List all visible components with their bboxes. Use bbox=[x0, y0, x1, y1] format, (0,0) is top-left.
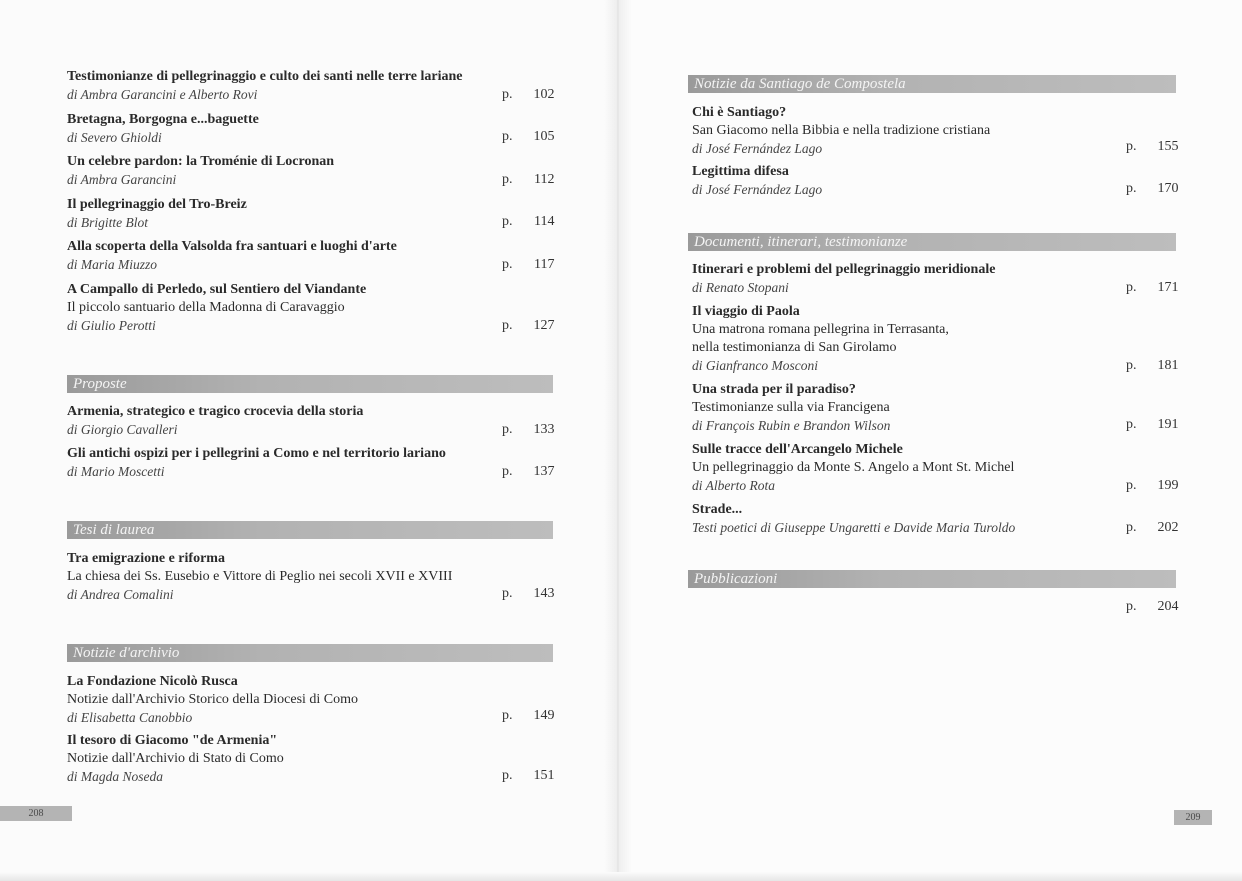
entry-title: Alla scoperta della Valsolda fra santuari e luoghi d'arte bbox=[67, 239, 397, 254]
entry-author: Testi poetici di Giuseppe Ungaretti e Davide Maria Turoldo bbox=[692, 520, 1016, 535]
page-reference bbox=[1126, 138, 1179, 156]
entry-title: La Fondazione Nicolò Rusca bbox=[67, 674, 238, 689]
entry-author: di Alberto Rota bbox=[692, 478, 775, 493]
entry-title: Il tesoro di Giacomo "de Armenia" bbox=[67, 733, 278, 748]
page-reference bbox=[502, 767, 555, 785]
page-folio: 208 bbox=[0, 806, 72, 821]
entry-subtitle: Una matrona romana pellegrina in Terrasanta, bbox=[692, 322, 949, 337]
page-label: p. bbox=[502, 464, 513, 479]
page-reference bbox=[502, 463, 555, 481]
page-bottom-edge bbox=[0, 872, 1242, 881]
entry-author: di Severo Ghioldi bbox=[67, 130, 162, 145]
page-label: p. bbox=[502, 422, 513, 437]
section-heading-notizie-archivio: Notizie d'archivio bbox=[67, 644, 553, 662]
toc-entry bbox=[67, 196, 247, 232]
page-reference bbox=[1126, 357, 1179, 375]
entry-title: Bretagna, Borgogna e...baguette bbox=[67, 112, 259, 127]
page-number: 199 bbox=[1157, 478, 1179, 493]
section-heading-documenti: Documenti, itinerari, testimonianze bbox=[688, 233, 1176, 251]
section-heading-tesi-di-laurea: Tesi di laurea bbox=[67, 521, 553, 539]
page-folio: 209 bbox=[1174, 810, 1212, 825]
page-number: 114 bbox=[534, 214, 555, 229]
toc-entry bbox=[67, 111, 259, 147]
entry-author: di Gianfranco Mosconi bbox=[692, 358, 818, 373]
page-reference bbox=[502, 317, 555, 335]
page-reference bbox=[502, 128, 555, 146]
entry-subtitle: Notizie dall'Archivio di Stato di Como bbox=[67, 751, 284, 766]
page-label: p. bbox=[1126, 280, 1137, 295]
entry-author: di Ambra Garancini e Alberto Rovi bbox=[67, 87, 258, 102]
page-number: 171 bbox=[1157, 280, 1179, 295]
entry-subtitle: Un pellegrinaggio da Monte S. Angelo a Mont St. Michel bbox=[692, 460, 1015, 475]
entry-subtitle: San Giacomo nella Bibbia e nella tradizione cristiana bbox=[692, 123, 991, 138]
entry-title: A Campallo di Perledo, sul Sentiero del Viandante bbox=[67, 282, 367, 297]
entry-author: di José Fernández Lago bbox=[692, 141, 823, 156]
entry-title: Itinerari e problemi del pellegrinaggio meridionale bbox=[692, 262, 996, 277]
book-gutter-shadow bbox=[604, 0, 632, 881]
toc-entry bbox=[67, 403, 363, 439]
page-number: 204 bbox=[1157, 599, 1179, 614]
entry-title: Tra emigrazione e riforma bbox=[67, 551, 225, 566]
page-number: 117 bbox=[534, 257, 555, 272]
entry-title: Il pellegrinaggio del Tro-Breiz bbox=[67, 197, 247, 212]
entry-title: Legittima difesa bbox=[692, 164, 789, 179]
page-label: p. bbox=[502, 708, 513, 723]
entry-author: di Renato Stopani bbox=[692, 280, 789, 295]
entry-author: di Magda Noseda bbox=[67, 769, 163, 784]
page-number: 112 bbox=[534, 172, 555, 187]
toc-entry bbox=[692, 163, 822, 199]
page-number: 155 bbox=[1157, 139, 1179, 154]
page-number: 151 bbox=[533, 768, 555, 783]
toc-entry bbox=[692, 381, 890, 435]
toc-entry bbox=[692, 104, 990, 158]
entry-title: Strade... bbox=[692, 502, 743, 517]
page-number: 133 bbox=[533, 422, 555, 437]
entry-title: Chi è Santiago? bbox=[692, 105, 787, 120]
toc-entry bbox=[67, 68, 462, 104]
page-reference bbox=[502, 213, 555, 231]
page-label: p. bbox=[502, 129, 513, 144]
page-label: p. bbox=[502, 87, 513, 102]
page-reference bbox=[502, 707, 555, 725]
page-number: 102 bbox=[533, 87, 555, 102]
entry-title: Armenia, strategico e tragico crocevia della storia bbox=[67, 404, 364, 419]
page-number: 137 bbox=[533, 464, 555, 479]
entry-author: di Mario Moscetti bbox=[67, 464, 165, 479]
page-reference bbox=[1126, 180, 1179, 198]
page-number: 202 bbox=[1157, 520, 1179, 535]
page-label: p. bbox=[1126, 520, 1137, 535]
entry-author: di Andrea Comalini bbox=[67, 587, 174, 602]
page-reference bbox=[1126, 598, 1179, 616]
page-label: p. bbox=[502, 768, 513, 783]
toc-entry bbox=[692, 303, 949, 375]
page-label: p. bbox=[1126, 599, 1137, 614]
toc-entry bbox=[67, 732, 284, 786]
entry-title: Il viaggio di Paola bbox=[692, 304, 800, 319]
page-number: 105 bbox=[533, 129, 555, 144]
entry-author: di Giorgio Cavalleri bbox=[67, 422, 178, 437]
toc-entry bbox=[67, 281, 366, 335]
entry-title: Un celebre pardon: la Troménie di Locronan bbox=[67, 154, 335, 169]
section-heading-proposte: Proposte bbox=[67, 375, 553, 393]
left-page bbox=[0, 0, 618, 881]
entry-title: Testimonianze di pellegrinaggio e culto dei santi nelle terre lariane bbox=[67, 69, 463, 84]
page-reference bbox=[1126, 477, 1179, 495]
entry-title: Una strada per il paradiso? bbox=[692, 382, 856, 397]
page-label: p. bbox=[502, 586, 513, 601]
entry-author: di Elisabetta Canobbio bbox=[67, 710, 193, 725]
page-label: p. bbox=[1126, 358, 1137, 373]
page-reference bbox=[1126, 416, 1179, 434]
page-label: p. bbox=[1126, 417, 1137, 432]
entry-title: Gli antichi ospizi per i pellegrini a Como e nel territorio lariano bbox=[67, 446, 446, 461]
toc-entry bbox=[692, 261, 995, 297]
toc-entry bbox=[692, 501, 1015, 537]
page-number: 149 bbox=[533, 708, 555, 723]
entry-subtitle-line2: nella testimonianza di San Girolamo bbox=[692, 340, 897, 355]
toc-entry bbox=[67, 445, 446, 481]
entry-subtitle: Notizie dall'Archivio Storico della Diocesi di Como bbox=[67, 692, 359, 707]
page-reference bbox=[502, 256, 555, 274]
page-number: 170 bbox=[1157, 181, 1179, 196]
section-heading-santiago: Notizie da Santiago de Compostela bbox=[688, 75, 1176, 93]
entry-author: di Ambra Garancini bbox=[67, 172, 177, 187]
page-number: 143 bbox=[533, 586, 555, 601]
page-reference bbox=[502, 585, 555, 603]
entry-author: di François Rubin e Brandon Wilson bbox=[692, 418, 891, 433]
page-reference bbox=[502, 86, 555, 104]
page-number: 127 bbox=[533, 318, 555, 333]
toc-entry bbox=[67, 153, 334, 189]
page-number: 191 bbox=[1157, 417, 1179, 432]
page-label: p. bbox=[1126, 478, 1137, 493]
page-reference bbox=[1126, 279, 1179, 297]
page-reference bbox=[502, 171, 555, 189]
toc-entry bbox=[692, 441, 1014, 495]
entry-author: di José Fernández Lago bbox=[692, 182, 823, 197]
page-reference bbox=[502, 421, 555, 439]
entry-subtitle: Testimonianze sulla via Francigena bbox=[692, 400, 890, 415]
entry-subtitle: Il piccolo santuario della Madonna di Caravaggio bbox=[67, 300, 345, 315]
page-label: p. bbox=[502, 257, 513, 272]
toc-entry bbox=[67, 673, 358, 727]
page-label: p. bbox=[1126, 181, 1137, 196]
page-reference bbox=[1126, 519, 1179, 537]
entry-author: di Maria Miuzzo bbox=[67, 257, 158, 272]
toc-entry bbox=[67, 550, 452, 604]
page-label: p. bbox=[502, 318, 513, 333]
page-number: 181 bbox=[1157, 358, 1179, 373]
entry-author: di Giulio Perotti bbox=[67, 318, 156, 333]
entry-title: Sulle tracce dell'Arcangelo Michele bbox=[692, 442, 903, 457]
entry-subtitle: La chiesa dei Ss. Eusebio e Vittore di Peglio nei secoli XVII e XVIII bbox=[67, 569, 453, 584]
right-page bbox=[618, 0, 1242, 881]
page-label: p. bbox=[502, 214, 513, 229]
toc-entry bbox=[67, 238, 397, 274]
entry-author: di Brigitte Blot bbox=[67, 215, 148, 230]
page-label: p. bbox=[502, 172, 513, 187]
section-heading-pubblicazioni: Pubblicazioni bbox=[688, 570, 1176, 588]
page-label: p. bbox=[1126, 139, 1137, 154]
